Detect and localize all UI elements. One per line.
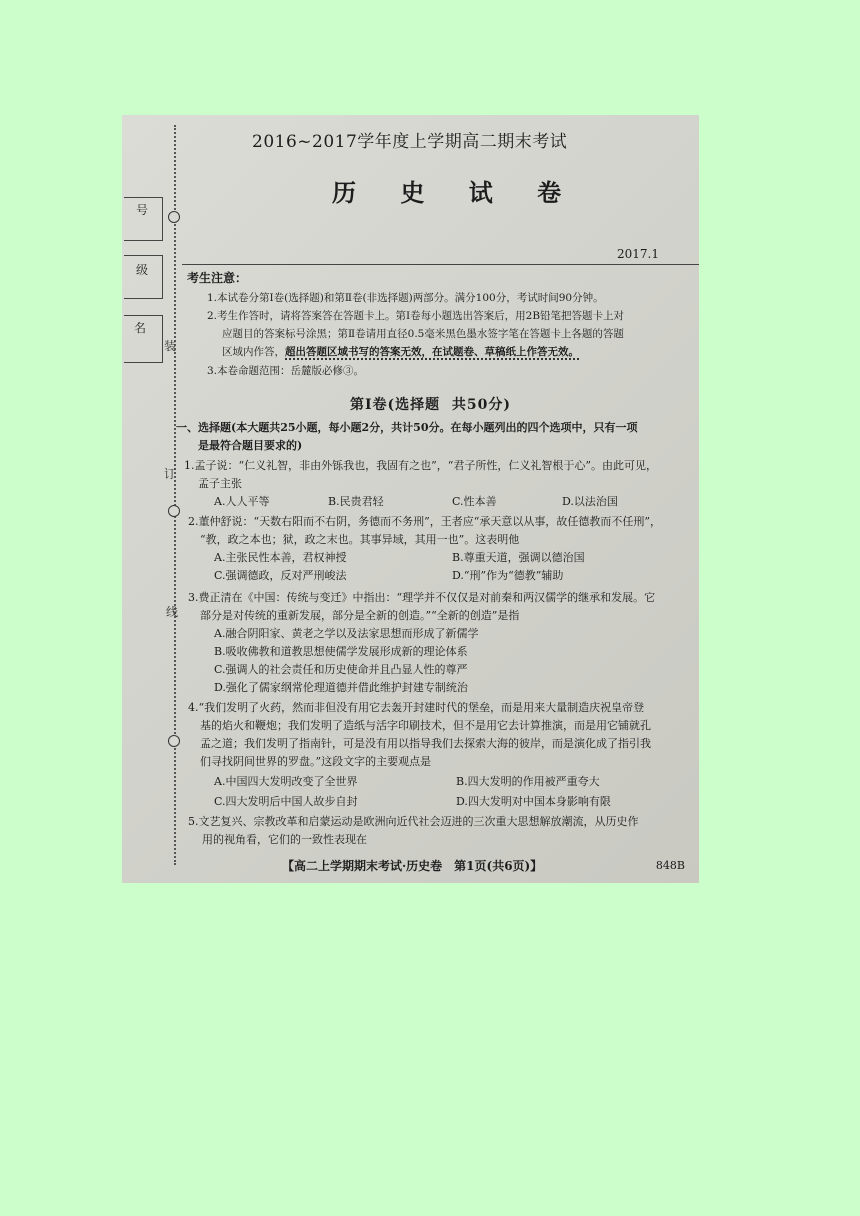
binding-char-xian: 线 xyxy=(166,605,179,619)
question-5-stem-cont: 用的视角看，它们的一致性表现在 xyxy=(202,833,367,846)
binding-hole-icon xyxy=(168,735,180,747)
section-instructions-cont: 是最符合题目要求的) xyxy=(198,439,303,452)
question-3-stem: 3.费正清在《中国：传统与变迁》中指出：“理学并不仅仅是对前秦和两汉儒学的继承和发展。它 xyxy=(188,591,656,604)
notice-item-2c-text: 区域内作答， xyxy=(222,346,285,358)
question-4-stem-cont-3: 们寻找阴间世界的罗盘。”这段文字的主要观点是 xyxy=(200,755,432,768)
binding-dotted-line xyxy=(174,125,176,865)
exam-title: 2016~2017学年度上学期高二期末考试 xyxy=(252,132,568,152)
paper-code: 848B xyxy=(655,859,685,872)
question-1-option-a: A.人人平等 xyxy=(214,495,270,508)
question-2-option-b: B.尊重天道，强调以德治国 xyxy=(452,551,585,564)
notice-item-3: 3.本卷命题范围：岳麓版必修③。 xyxy=(207,365,365,377)
question-4-option-d: D.四大发明对中国本身影响有限 xyxy=(456,795,611,808)
notice-emphasis: 超出答题区域书写的答案无效，在试题卷、草稿纸上作答无效。 xyxy=(285,346,579,358)
question-5-stem: 5.文艺复兴、宗教改革和启蒙运动是欧洲向近代社会迈进的三次重大思想解放潮流，从历史作 xyxy=(188,815,639,828)
question-3-stem-cont: 部分是对传统的重新发展，部分是全新的创造。”“全新的创造”是指 xyxy=(200,609,520,622)
question-2-option-c: C.强调德政，反对严刑峻法 xyxy=(214,569,347,582)
binding-char-zhuang: 装 xyxy=(164,339,177,353)
notice-item-2c xyxy=(222,344,579,359)
question-4-stem-cont-1: 基的焰火和鞭炮；我们发明了造纸与活字印刷技术，但不是用它去计算推演，而是用它铺就孔 xyxy=(200,719,651,732)
question-1-stem-cont: 孟子主张 xyxy=(198,477,242,490)
section-instructions: 一、选择题(本大题共25小题，每小题2分，共计50分。在每小题列出的四个选项中，只有一项 xyxy=(176,421,638,434)
question-4-option-c: C.四大发明后中国人故步自封 xyxy=(214,795,358,808)
section-title-text: 第Ⅰ卷(选择题 xyxy=(349,397,441,413)
question-2-stem: 2.董仲舒说：“天数右阳而不右阴，务德而不务刑”，王者应“承天意以从事，故任德教而不任刑”， xyxy=(188,515,661,528)
binding-hole-icon xyxy=(168,211,180,223)
notice-heading: 考生注意： xyxy=(187,271,248,285)
header-rule xyxy=(182,264,699,265)
question-1-option-d: D.以法治国 xyxy=(562,495,618,508)
binding-char-ding: 订 xyxy=(164,467,177,481)
number-field-label: 号 xyxy=(136,203,149,217)
binding-margin xyxy=(122,115,182,883)
question-3-option-a: A.融合阴阳家、黄老之学以及法家思想而形成了新儒学 xyxy=(214,627,479,640)
question-3-option-d: D.强化了儒家纲常伦理道德并借此维护封建专制统治 xyxy=(214,681,468,694)
name-field-label: 名 xyxy=(134,321,147,335)
class-field-label: 级 xyxy=(136,263,149,277)
question-4-option-b: B.四大发明的作用被严重夸大 xyxy=(456,775,600,788)
question-3-option-b: B.吸收佛教和道教思想使儒学发展形成新的理论体系 xyxy=(214,645,468,658)
question-4-stem-cont-2: 孟之道；我们发明了指南针，可是没有用以指导我们去探索大海的彼岸，而是演化成了指引我 xyxy=(200,737,651,750)
binding-hole-icon xyxy=(168,505,180,517)
question-1-stem: 1.孟子说：“仁义礼智，非由外铄我也，我固有之也”，“君子所性，仁义礼智根于心”。由此可见， xyxy=(184,459,657,472)
question-3-option-c: C.强调人的社会责任和历史使命并且凸显人性的尊严 xyxy=(214,663,468,676)
question-4-stem: 4.“我们发明了火药，然而非但没有用它去轰开封建时代的堡垒，而是用来大量制造庆祝皇帝登 xyxy=(188,701,645,714)
page-footer: 【高二上学期期末考试·历史卷 第1页(共6页)】 xyxy=(282,859,543,873)
exam-paper-photo xyxy=(122,115,699,883)
question-2-option-a: A.主张民性本善，君权神授 xyxy=(214,551,347,564)
section-score: 共50分) xyxy=(451,397,512,413)
paper-title: 历 史 试 卷 xyxy=(332,178,580,207)
exam-date: 2017.1 xyxy=(617,247,659,261)
notice-item-2b: 应题目的答案标号涂黑；第Ⅱ卷请用直径0.5毫米黑色墨水签字笔在答题卡上各题的答题 xyxy=(222,328,624,340)
question-2-option-d: D.“刑”作为“德教”辅助 xyxy=(452,569,564,582)
question-2-stem-cont: “教，政之本也；狱，政之末也。其事异域，其用一也”。这表明他 xyxy=(200,533,520,546)
notice-item-1: 1.本试卷分第Ⅰ卷(选择题)和第Ⅱ卷(非选择题)两部分。满分100分，考试时间90分钟。 xyxy=(207,292,604,304)
section-title xyxy=(122,394,699,414)
notice-item-2a: 2.考生作答时，请将答案答在答题卡上。第Ⅰ卷每小题选出答案后，用2B铅笔把答题卡上对 xyxy=(207,310,625,322)
question-1-option-b: B.民贵君轻 xyxy=(328,495,384,508)
question-1-option-c: C.性本善 xyxy=(452,495,497,508)
question-4-option-a: A.中国四大发明改变了全世界 xyxy=(214,775,358,788)
